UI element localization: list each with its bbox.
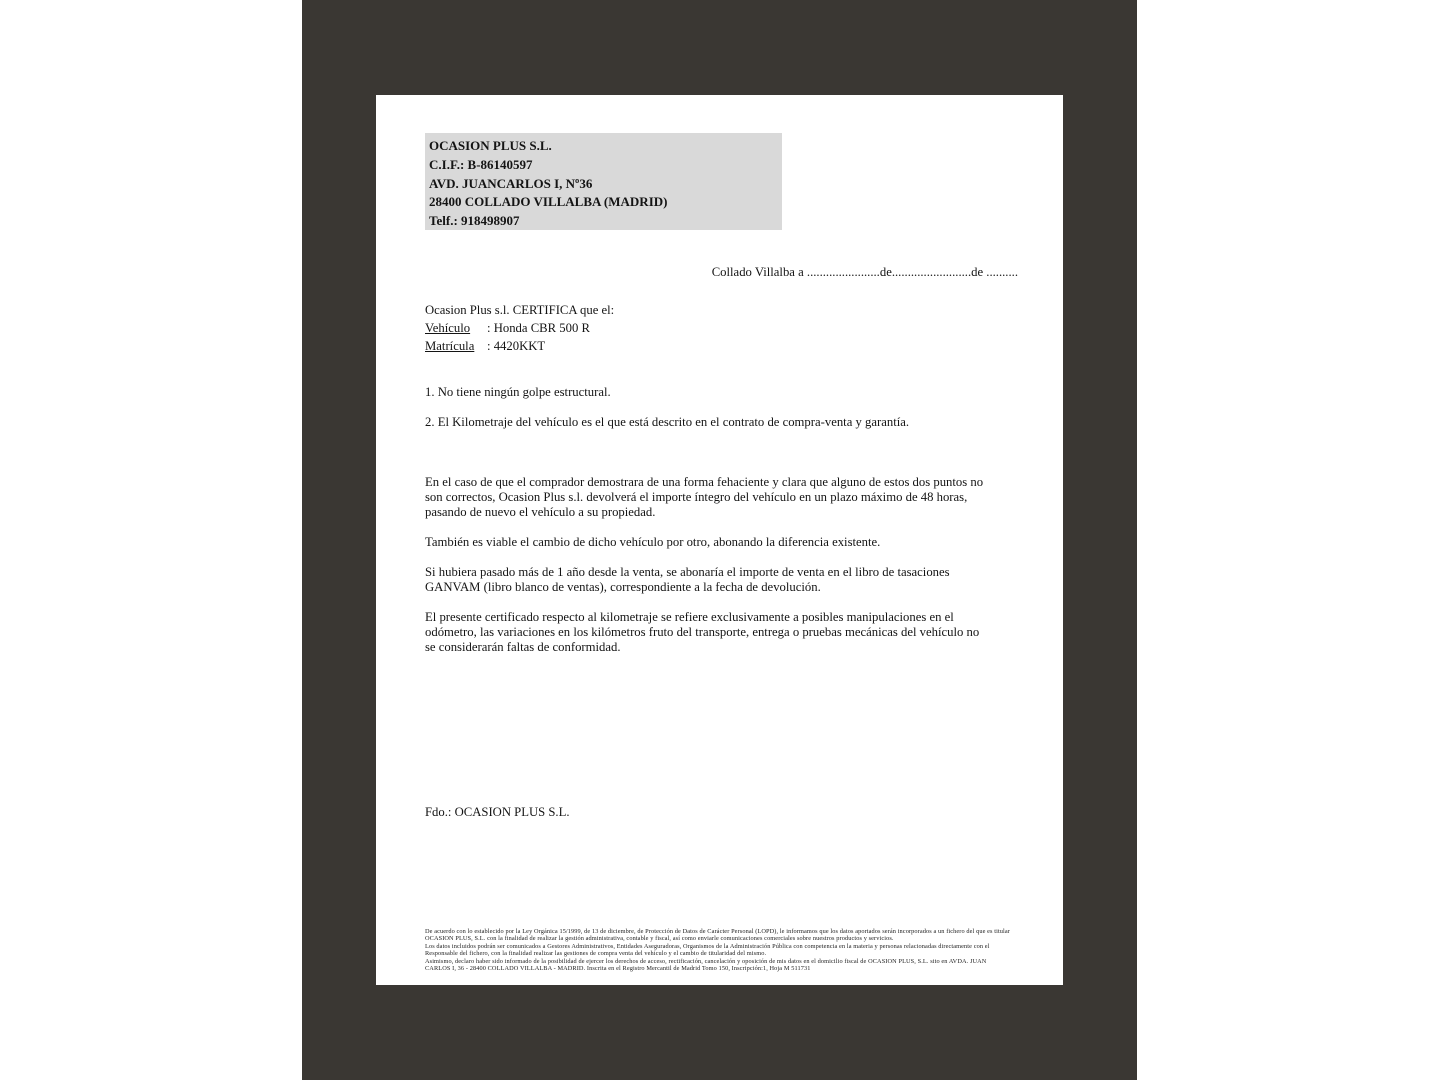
company-city: 28400 COLLADO VILLALBA (MADRID) (429, 194, 668, 210)
signature-line: Fdo.: OCASION PLUS S.L. (425, 805, 570, 819)
paragraph-line: En el caso de que el comprador demostrara de una forma fehaciente y clara que alguno de estos dos puntos no (425, 475, 984, 489)
document-viewer-background (302, 0, 1137, 1080)
paragraph-line: odómetro, las variaciones en los kilómetros fruto del transporte, entrega o pruebas mecánicas del vehículo no (425, 625, 980, 639)
date-fill-in-line: Collado Villalba a .......................de.........................de .......... (711, 265, 1018, 279)
company-address: AVD. JUANCARLOS I, Nº36 (429, 175, 593, 191)
legal-line: CARLOS I, 36 - 28400 COLLADO VILLALBA - MADRID. Inscrita en el Registro Mercantil de Madrid Tomo 150, Inscripción:1, Hoja M 511731 (425, 965, 811, 973)
legal-line: OCASION PLUS, S.L. con la finalidad de realizar la gestión administrativa, contable y fiscal, así como enviarle comunicaciones comerciales sobre nuestros productos y servicios. (425, 935, 894, 943)
point-2: 2. El Kilometraje del vehículo es el que está descrito en el contrato de compra-venta y garantía. (425, 415, 910, 429)
company-phone: Telf.: 918498907 (429, 213, 520, 229)
certification-block (425, 301, 1018, 355)
paragraph-line: También es viable el cambio de dicho vehículo por otro, abonando la diferencia existente. (425, 535, 881, 549)
legal-line: Responsable del fichero, con la finalidad realizar las gestiones de compra venta del vehículo y el cambio de titularidad del mismo. (425, 950, 767, 958)
paragraph-line: pasando de nuevo el vehículo a su propiedad. (425, 505, 656, 519)
paragraph-refund (425, 475, 1025, 520)
paragraph-line: son correctos, Ocasion Plus s.l. devolverá el importe íntegro del vehículo en un plazo máximo de 48 horas, (425, 490, 968, 504)
plate-label: Matrícula (425, 339, 475, 353)
point-1: 1. No tiene ningún golpe estructural. (425, 385, 611, 399)
paragraph-line: El presente certificado respecto al kilometraje se refiere exclusivamente a posibles manipulaciones en el (425, 610, 954, 624)
company-header-block (425, 133, 782, 230)
paragraph-ganvam (425, 565, 1025, 595)
certification-intro: Ocasion Plus s.l. CERTIFICA que el: (425, 303, 615, 317)
paragraph-odometer (425, 610, 1025, 655)
vehicle-row (425, 319, 1018, 337)
legal-line: Los datos incluidos podrán ser comunicados a Gestores Administrativos, Entidades Aseguradoras, Organismos de la Administración Pública con competencia en la materia y personas relacionadas directamente con el (425, 942, 990, 950)
document-page (376, 95, 1063, 985)
legal-line: Asimismo, declaro haber sido informado de la posibilidad de ejercer los derechos de acceso, rectificación, cancelación y oposición de mis datos en el domicilio fiscal de OCASION PLUS, S.L. sito en AVDA. JUAN (425, 957, 987, 965)
vehicle-label: Vehículo (425, 321, 471, 335)
legal-line: De acuerdo con lo establecido por la Ley Orgánica 15/1999, de 13 de diciembre, de Protección de Datos de Carácter Personal (LOPD), le informamos que los datos aportados serán incorporados a un fichero del que es titular (425, 928, 1010, 935)
paragraph-line: Si hubiera pasado más de 1 año desde la venta, se abonaría el importe de venta en el libro de tasaciones (425, 565, 950, 579)
paragraph-line: GANVAM (libro blanco de ventas), correspondiente a la fecha de devolución. (425, 580, 821, 594)
paragraph-exchange (425, 535, 1025, 550)
paragraph-line: se considerarán faltas de conformidad. (425, 640, 621, 654)
plate-value: : 4420KKT (487, 339, 546, 353)
company-cif: C.I.F.: B-86140597 (429, 156, 533, 172)
vehicle-value: : Honda CBR 500 R (487, 321, 590, 335)
company-name: OCASION PLUS S.L. (429, 138, 552, 153)
plate-row (425, 337, 1018, 355)
legal-fine-print (425, 928, 1029, 972)
